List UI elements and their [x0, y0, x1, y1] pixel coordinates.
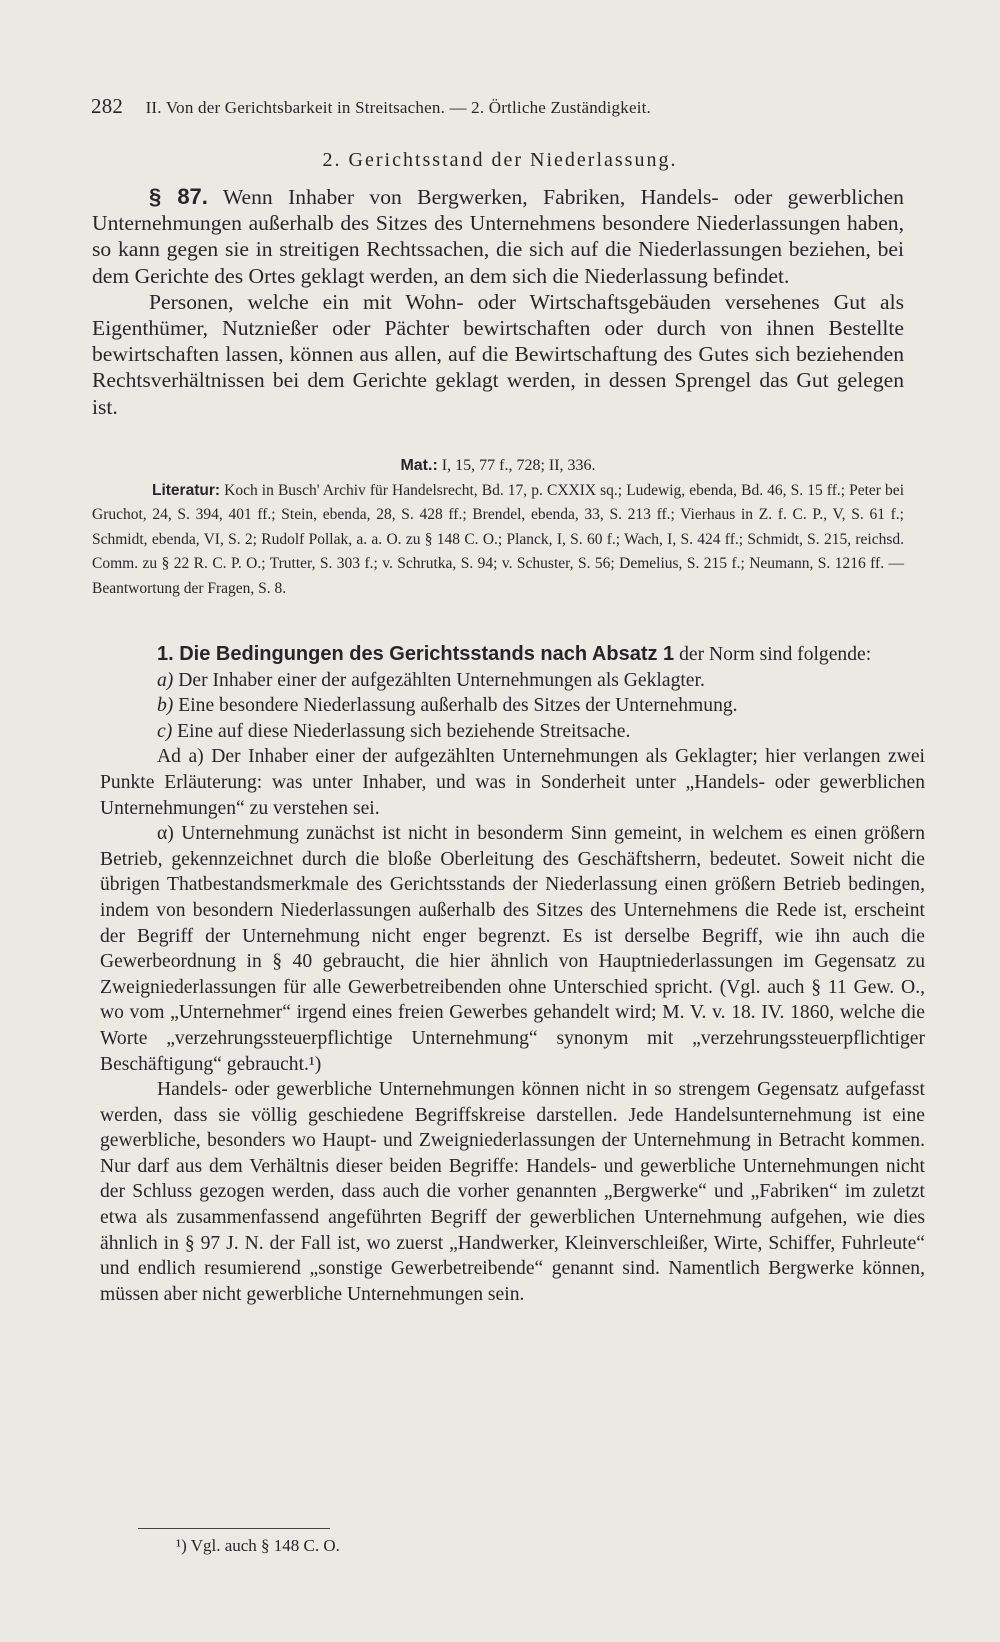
condition-text: Der Inhaber einer der aufgezählten Unternehmungen als Geklagter. [178, 669, 705, 691]
condition-mark: b) [157, 695, 174, 717]
section-title: 2. Gerichtsstand der Niederlassung. [322, 149, 678, 171]
running-header [91, 94, 904, 119]
handels-paragraph: Handels- oder gewerbliche Unternehmungen können nicht in so strengem Gegensatz aufgefasst werden, dass sie völlig geschiedene Begriffskreise darstellen. Jede Handelsunternehmung ist eine gewerbliche, besonders wo Haupt- und Zweigniederlassungen der Unternehmung in Betracht kommen. Nur darf aus dem Verhältnis dieser beiden Begriffe: Handels- und gewerbliche Unternehmungen nicht der Schluss gezogen werden, dass auch die vorher genannten „Bergwerke“ und „Fabriken“ im zuletzt etwa als zusammenfassend angeführten Begriff der gewerblichen Unternehmung aufgehen, wie dies ähnlich in § 97 J. N. der Fall ist, wo zuerst „Handwerker, Kleinverschleißer, Wirte, Schiffer, Fuhrleute“ und endlich resumierend „sonstige Gewerbetreibende“ genannt sind. Namentlich Bergwerke können, müssen aber nicht gewerbliche Unternehmungen sein. [100, 1079, 925, 1305]
condition-a [100, 668, 925, 694]
condition-c [100, 719, 925, 745]
literature-text: Koch in Busch' Archiv für Handelsrecht, Bd. 17, p. CXXIX sq.; Ludewig, ebenda, Bd. 46, S. 15 ff.; Peter bei Gruchot, 24, S. 394, 401 ff.; Stein, ebenda, 28, S. 428 ff.; Brendel, ebenda, 33, S. 213 ff.; Vierhaus in Z. f. C. P., V, S. 61 f.; Schmidt, ebenda, VI, S. 2; Rudolf Pollak, a. a. O. zu § 148 C. O.; Planck, I, S. 60 f.; Wach, I, S. 424 ff.; Schmidt, S. 215, reichsd. Comm. zu § 22 R. C. P. O.; Trutter, S. 303 f.; v. Schrutka, S. 94; v. Schuster, S. 56; Demelius, S. 215 f.; Neumann, S. 1216 ff. — Beantwortung der Fragen, S. 8. [92, 481, 904, 597]
alpha-paragraph: α) Unternehmung zunächst ist nicht in besonderm Sinn gemeint, in welchem es einen größern Betrieb, gekennzeichnet durch die bloße Oberleitung des Geschäftsherrn, bedeutet. Soweit nicht die übrigen Thatbestandsmerkmale des Gerichtsstands der Niederlassung einen größern Betrieb bedingen, indem von besondern Niederlassungen außerhalb des Sitzes des Unternehmens die Rede ist, erscheint der Begriff der Unternehmung nicht enger begrenzt. Es ist derselbe Begriff, wie ihn auch die Gewerbeordnung in § 40 gebraucht, die hier ähnlich von Hauptniederlassungen im Gegensatz zu Zweigniederlassungen für alle Gewerbetreibenden ohne Unterschied spricht. (Vgl. auch § 11 Gew. O., wo vom „Unternehmer“ irgend eines freien Gewerbes gehandelt wird; M. V. v. 18. IV. 1860, welche die Worte „verzehrungssteuerpflichtige Unternehmung“ synonym mit „verzehrungssteuerpflichtiger Beschäftigung“ gebraucht.¹) [100, 823, 925, 1075]
literature-label: Literatur: [152, 481, 221, 499]
materials-label: Mat.: [400, 457, 438, 474]
statute-text [92, 184, 904, 420]
commentary [100, 642, 925, 1307]
paragraph-87 [92, 184, 904, 289]
condition-b [100, 693, 925, 719]
page-number: 282 [91, 94, 124, 118]
condition-text: Eine besondere Niederlassung außerhalb des Sitzes der Unternehmung. [178, 695, 738, 717]
footnote-rule [138, 1528, 330, 1529]
references [92, 454, 904, 602]
materials-text: I, 15, 77 f., 728; II, 336. [441, 457, 596, 474]
condition-mark: c) [157, 720, 173, 742]
commentary-heading-bold: 1. Die Bedingungen des Gerichtsstands nach Absatz 1 [157, 643, 675, 665]
literature-block [92, 479, 904, 602]
materials-line [92, 454, 904, 479]
ad-a-paragraph: Ad a) Der Inhaber einer der aufgezählten Unternehmungen als Geklagter; hier verlangen zwei Punkte Erläuterung: was unter Inhaber, und was in Sonderheit unter „Handels- oder gewerblichen Unternehmungen“ zu verstehen sei. [100, 746, 925, 819]
paragraph-2: Personen, welche ein mit Wohn- oder Wirtschaftsgebäuden versehenes Gut als Eigenthümer, Nutznießer oder Pächter bewirtschaften oder durch von ihnen Bestellte bewirtschaften lassen, können aus allen, auf die Bewirtschaftung des Gutes sich beziehenden Rechtsverhältnissen bei dem Gerichte geklagt werden, in dessen Sprengel das Gut gelegen ist. [92, 289, 904, 419]
condition-text: Eine auf diese Niederlassung sich beziehende Streitsache. [177, 720, 631, 742]
section-mark: § 87. [149, 184, 208, 209]
commentary-heading-rest: der Norm sind folgende: [679, 644, 872, 665]
condition-mark: a) [157, 669, 174, 691]
footnote: ¹) Vgl. auch § 148 C. O. [176, 1536, 340, 1555]
paragraph-87-text: Wenn Inhaber von Bergwerken, Fabriken, Handels- oder gewerblichen Unternehmungen außerhalb des Sitzes des Unternehmens besondere Niederlassungen haben, so kann gegen sie in streitigen Rechtssachen, die sich auf die Niederlassungen beziehen, bei dem Gerichte des Ortes geklagt werden, an dem sich die Niederlassung befindet. [92, 185, 904, 288]
running-title: II. Von der Gerichtsbarkeit in Streitsachen. — 2. Örtliche Zuständigkeit. [145, 98, 651, 117]
commentary-heading [100, 642, 925, 668]
